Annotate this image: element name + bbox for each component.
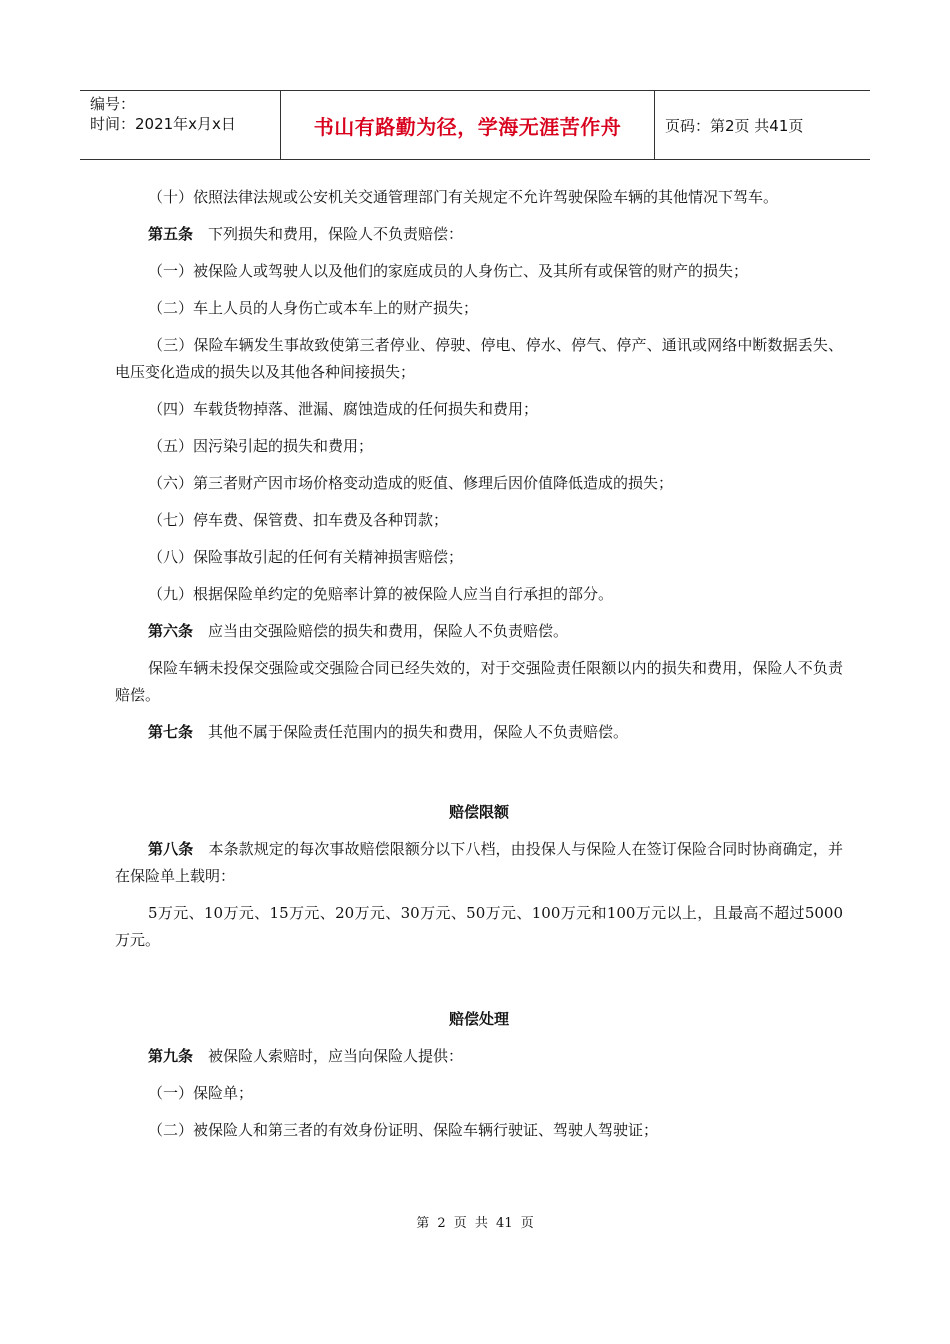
paragraph <box>115 295 843 322</box>
paragraph-text: （二）被保险人和第三者的有效身份证明、保险车辆行驶证、驾驶人驾驶证； <box>148 1121 659 1139</box>
paragraph <box>115 1117 843 1144</box>
paragraph-text: （三）保险车辆发生事故致使第三者停业、停驶、停电、停水、停气、停产、通讯或网络中断数据丢失、电压变化造成的损失以及其他各种间接损失； <box>115 336 843 381</box>
paragraph <box>115 258 843 285</box>
paragraph <box>115 581 843 608</box>
paragraph <box>115 655 843 709</box>
document-body <box>115 184 843 1154</box>
paragraph-text: 5万元、10万元、15万元、20万元、30万元、50万元、100万元和100万元以上，且最高不超过5000万元。 <box>115 904 843 949</box>
paragraph <box>115 900 843 954</box>
paragraph <box>115 836 843 890</box>
paragraph-text: （一）被保险人或驾驶人以及他们的家庭成员的人身伤亡、及其所有或保管的财产的损失； <box>148 262 749 280</box>
page-footer: 第 2 页 共 41 页 <box>416 1216 534 1231</box>
document-time-label: 时间：2021年x月x日 <box>90 115 236 133</box>
paragraph-text: （十）依照法律法规或公安机关交通管理部门有关规定不允许驾驶保险车辆的其他情况下驾车。 <box>148 188 779 206</box>
clause-number: 第五条 <box>148 225 194 243</box>
paragraph-text: 其他不属于保险责任范围内的损失和费用，保险人不负责赔偿。 <box>193 723 629 741</box>
clause-number: 第六条 <box>148 622 194 640</box>
paragraph <box>115 433 843 460</box>
section-compensation-limit <box>115 836 843 954</box>
section-heading-compensation-limit: 赔偿限额 <box>448 803 509 821</box>
paragraph-text: 保险车辆未投保交强险或交强险合同已经失效的，对于交强险责任限额以内的损失和费用，保险人不负责赔偿。 <box>115 659 843 704</box>
paragraph-text: （八）保险事故引起的任何有关精神损害赔偿； <box>148 548 464 566</box>
paragraph-text: 应当由交强险赔偿的损失和费用，保险人不负责赔偿。 <box>193 622 569 640</box>
paragraph <box>115 507 843 534</box>
clause-list <box>115 184 843 746</box>
paragraph-text: 下列损失和费用，保险人不负责赔偿： <box>193 225 464 243</box>
paragraph <box>115 184 843 211</box>
clause-number: 第七条 <box>148 723 194 741</box>
page-header <box>80 90 870 160</box>
header-motto: 书山有路勤为径，学海无涯苦作舟 <box>281 91 655 159</box>
paragraph <box>115 470 843 497</box>
paragraph <box>115 396 843 423</box>
paragraph <box>115 719 843 746</box>
paragraph-text: （五）因污染引起的损失和费用； <box>148 437 374 455</box>
paragraph-text: （二）车上人员的人身伤亡或本车上的财产损失； <box>148 299 479 317</box>
clause-number: 第九条 <box>148 1047 194 1065</box>
header-info-cell <box>80 91 281 159</box>
paragraph-text: （四）车载货物掉落、泄漏、腐蚀造成的任何损失和费用； <box>148 400 539 418</box>
paragraph-text: （九）根据保险单约定的免赔率计算的被保险人应当自行承担的部分。 <box>148 585 614 603</box>
section-claim-handling <box>115 1043 843 1144</box>
paragraph-text: （六）第三者财产因市场价格变动造成的贬值、修理后因价值降低造成的损失； <box>148 474 674 492</box>
clause-number: 第八条 <box>148 840 194 858</box>
paragraph <box>115 1043 843 1070</box>
paragraph <box>115 221 843 248</box>
section-heading-claim-handling: 赔偿处理 <box>448 1010 509 1028</box>
paragraph-text: （一）保险单； <box>148 1084 254 1102</box>
header-page-number: 页码：第2页 共41页 <box>665 116 804 135</box>
paragraph-text: （七）停车费、保管费、扣车费及各种罚款； <box>148 511 449 529</box>
paragraph <box>115 618 843 645</box>
paragraph-text: 被保险人索赔时，应当向保险人提供： <box>193 1047 464 1065</box>
paragraph <box>115 332 843 386</box>
document-number-label: 编号： <box>90 95 136 113</box>
paragraph <box>115 1080 843 1107</box>
paragraph-text: 本条款规定的每次事故赔偿限额分以下八档，由投保人与保险人在签订保险合同时协商确定，并在保险单上载明： <box>115 840 843 885</box>
paragraph <box>115 544 843 571</box>
